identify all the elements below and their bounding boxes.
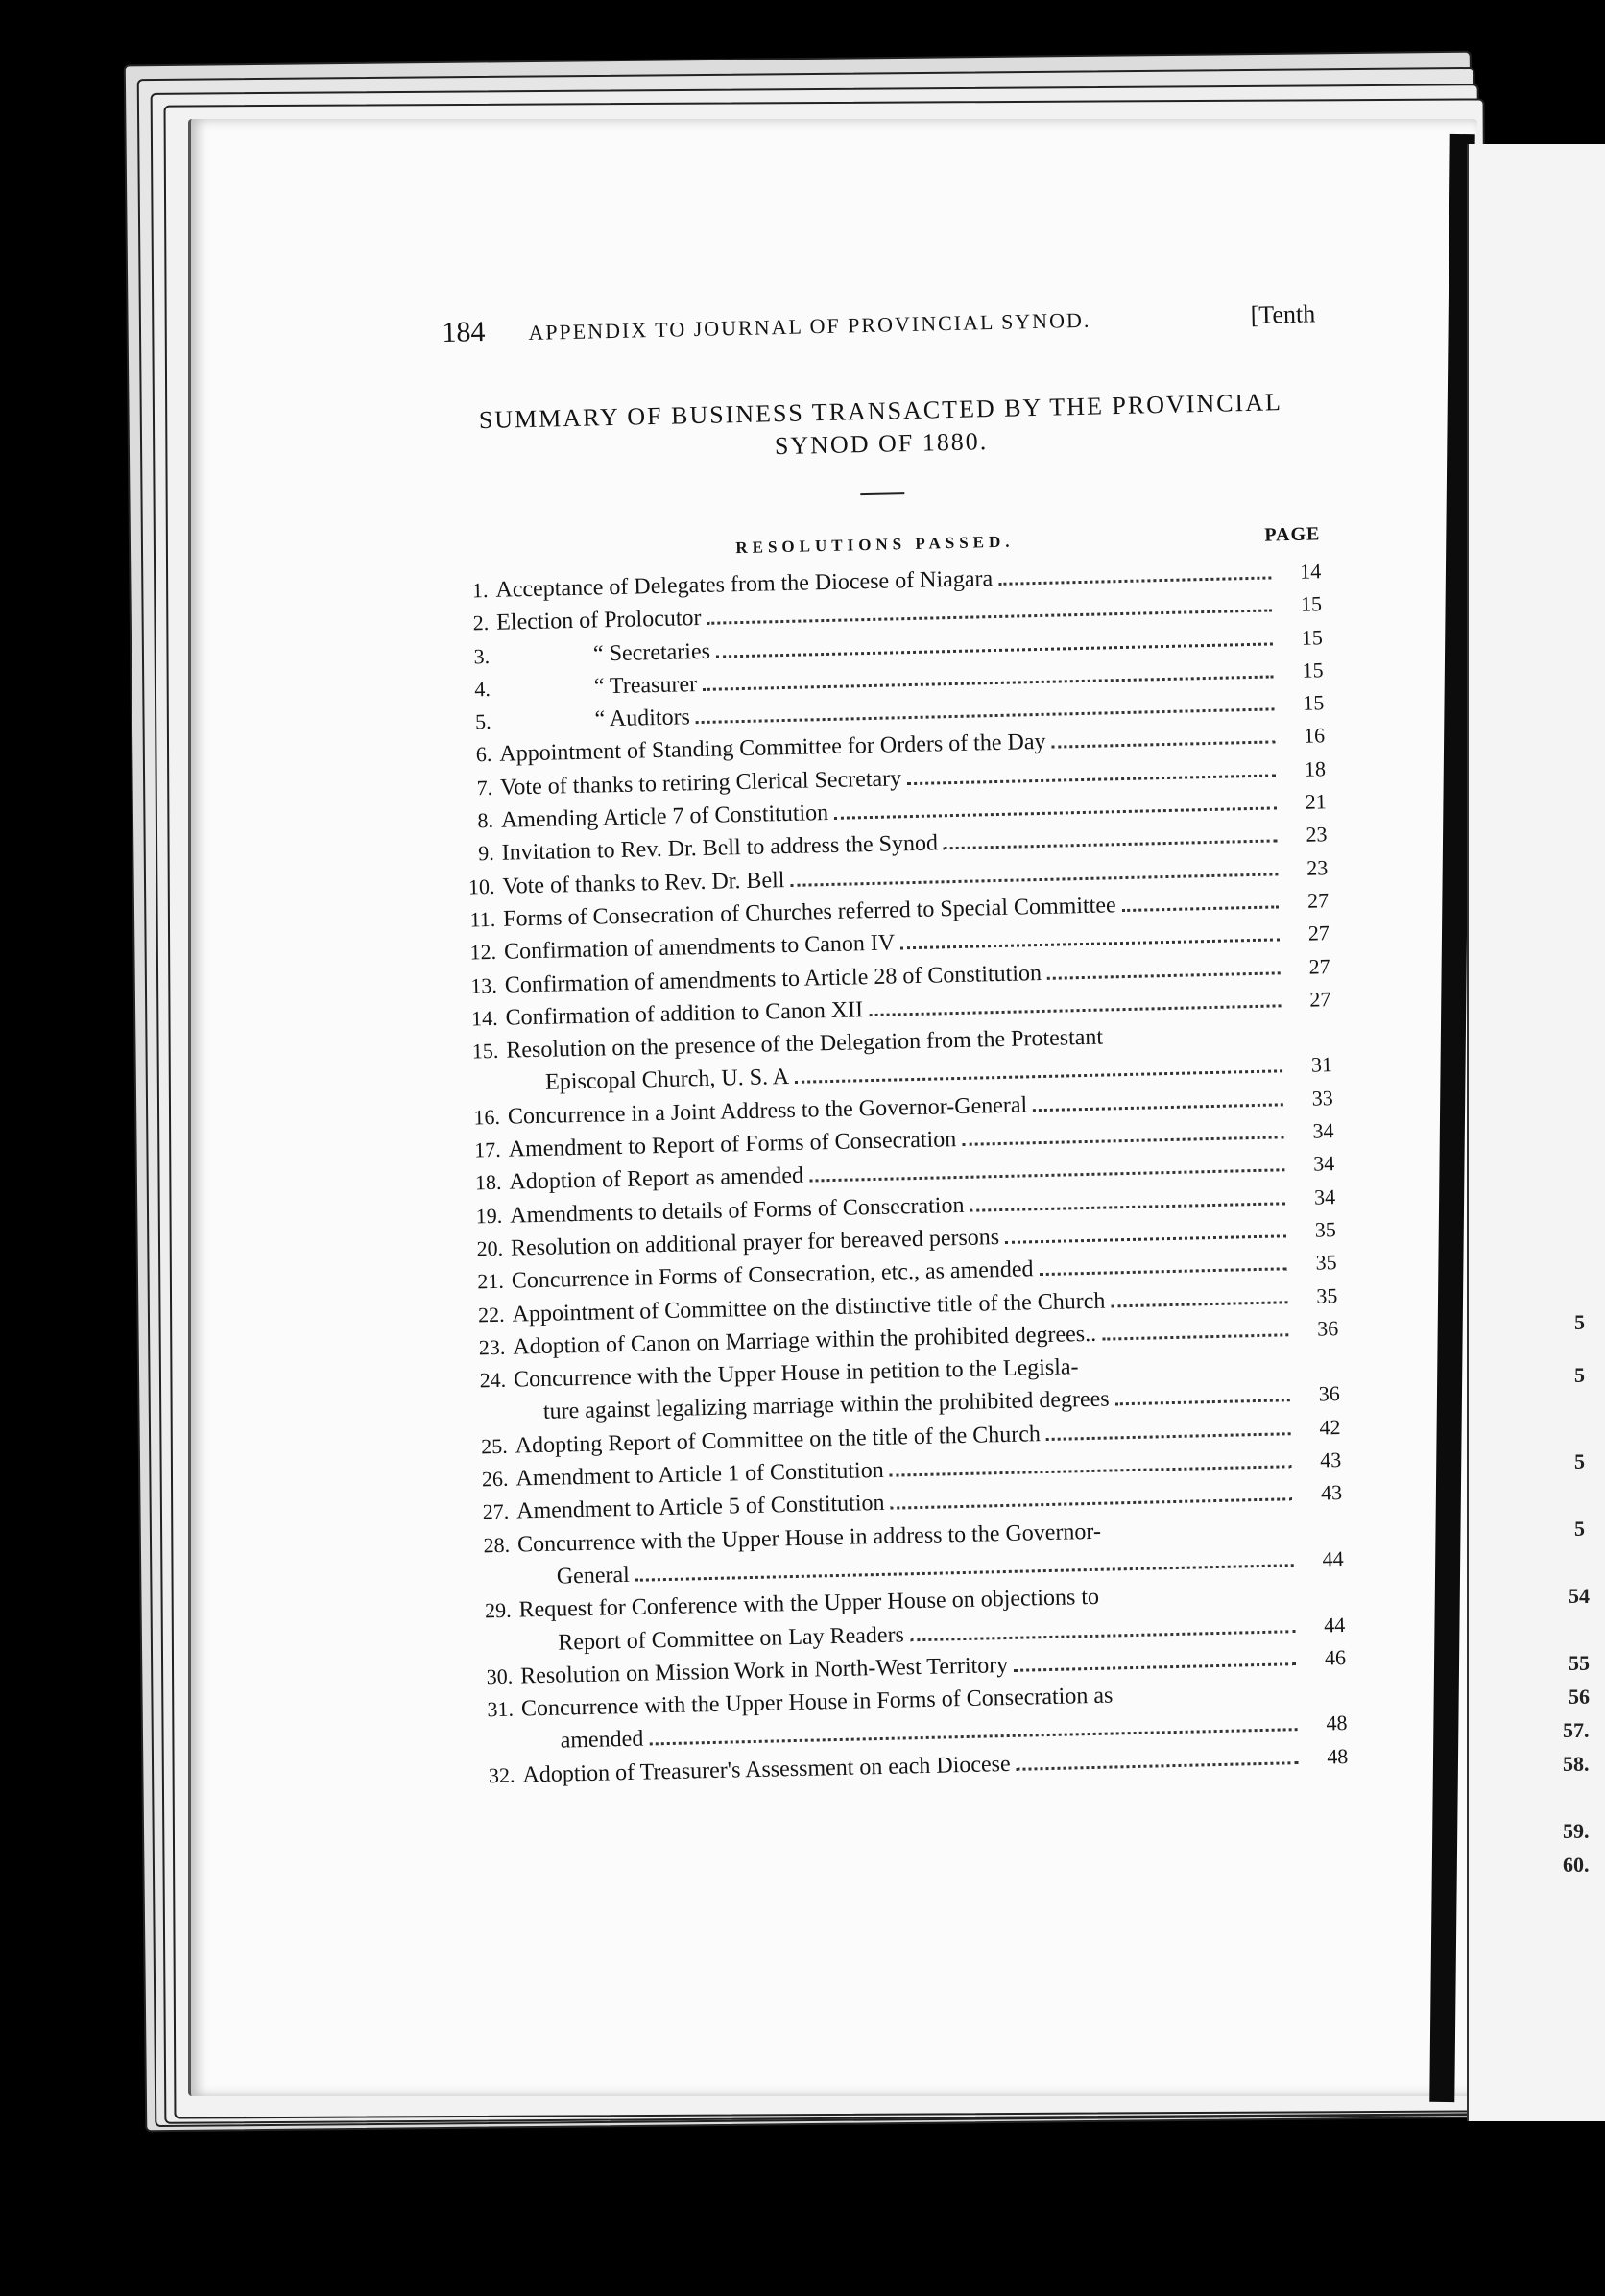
page-reference: 43 [1320, 1480, 1343, 1505]
resolution-text: Confirmation of amendments to Article 28 of Constitution [504, 960, 1042, 998]
dot-leader [1046, 1432, 1291, 1441]
running-head-right: [Tenth [1250, 299, 1316, 329]
page-reference [1295, 1368, 1339, 1369]
facing-page-number: 55 [1569, 1651, 1590, 1675]
page-reference: 43 [1319, 1447, 1342, 1472]
resolution-number: 4. [474, 676, 491, 702]
dot-leader [900, 939, 1280, 950]
resolution-text: Amendments to details of Forms of Consecration [509, 1192, 965, 1229]
dot-leader [834, 806, 1277, 819]
page-reference: 36 [1316, 1315, 1339, 1341]
resolution-number: 3. [473, 643, 491, 668]
resolution-number: 24. [479, 1367, 507, 1393]
dot-leader [907, 774, 1276, 785]
page-reference: 27 [1306, 888, 1330, 913]
resolution-text: Concurrence in Forms of Consecration, etc., as amended [511, 1256, 1034, 1294]
resolution-text: Amending Article 7 of Constitution [500, 801, 829, 833]
dot-leader [890, 1465, 1292, 1476]
resolution-text: amended [560, 1727, 644, 1754]
resolution-number: 19. [475, 1203, 503, 1229]
resolution-number: 23. [478, 1334, 506, 1360]
resolution-number [474, 1749, 522, 1750]
dot-leader [795, 1070, 1282, 1085]
page-reference: 35 [1314, 1217, 1337, 1242]
dot-leader [1040, 1268, 1287, 1277]
resolution-number: 17. [473, 1136, 501, 1162]
page-reference: 36 [1318, 1381, 1340, 1406]
page-reference: 23 [1306, 854, 1329, 880]
resolution-text: Amendment to Article 5 of Constitution [515, 1491, 885, 1524]
page-reference [1287, 1039, 1331, 1040]
dot-leader [891, 1498, 1293, 1510]
resolution-text: “ Treasurer [593, 671, 698, 700]
resolution-text: Concurrence in a Joint Address to the Governor-General [507, 1092, 1028, 1130]
facing-page-number: 57. [1563, 1718, 1590, 1742]
resolution-text: “ Auditors [594, 705, 691, 732]
divider-rule [860, 492, 904, 495]
resolution-number: 29. [484, 1597, 512, 1623]
resolution-number: 28. [483, 1532, 511, 1557]
facing-page-number: 5 [1574, 1310, 1585, 1334]
page-reference: 27 [1309, 987, 1331, 1012]
resolution-text: Concurrence with the Upper House in Forms of Consecration as [520, 1683, 1114, 1722]
resolution-text: Adoption of Treasurer's Assessment on each Diocese [522, 1751, 1011, 1788]
resolution-text: Report of Committee on Lay Readers [558, 1621, 905, 1656]
page-reference: 16 [1303, 723, 1326, 749]
resolution-number [472, 1650, 520, 1651]
facing-page-number: 54 [1569, 1584, 1590, 1608]
resolution-number: 15. [471, 1039, 499, 1064]
resolution-number: 20. [476, 1235, 504, 1261]
resolution-text: Request for Conference with the Upper House on objections to [518, 1585, 1100, 1623]
page-column-heading: PAGE [1264, 523, 1321, 546]
resolution-text: Appointment of Committee on the distinctive title of the Church [512, 1288, 1106, 1327]
facing-page-number: 59. [1563, 1819, 1590, 1843]
resolution-text: Election of Prolocutor [495, 606, 702, 636]
running-head: APPENDIX TO JOURNAL OF PROVINCIAL SYNOD. [528, 307, 1091, 345]
resolution-number [470, 1584, 518, 1585]
dot-leader [998, 576, 1271, 585]
page-reference: 15 [1303, 690, 1325, 715]
title-line-2: SYNOD OF 1880. [774, 427, 989, 461]
dot-leader [910, 1630, 1295, 1641]
dot-leader [703, 675, 1274, 690]
resolution-number: 7. [476, 775, 493, 801]
page-reference: 23 [1306, 822, 1328, 848]
dot-leader [1115, 1399, 1290, 1406]
facing-page-number: 60. [1563, 1853, 1590, 1877]
resolution-number: 12. [469, 940, 497, 965]
page-reference: 44 [1322, 1545, 1344, 1571]
resolution-number: 2. [472, 610, 490, 635]
resolution-text: Adoption of Report as amended [509, 1163, 804, 1195]
page-reference: 27 [1308, 953, 1330, 979]
resolution-text: Concurrence with the Upper House in address to the Governor- [516, 1519, 1102, 1558]
resolution-number: 16. [473, 1104, 501, 1130]
page-reference: 31 [1310, 1052, 1333, 1078]
dot-leader [1111, 1301, 1287, 1307]
facing-page-number: 56 [1569, 1685, 1590, 1709]
resolution-text: Confirmation of amendments to Canon IV [503, 930, 896, 965]
dot-leader [944, 840, 1278, 850]
resolution-number: 25. [480, 1433, 508, 1459]
dot-leader [1102, 1333, 1288, 1340]
page-reference: 48 [1326, 1743, 1349, 1769]
facing-page-number: 5 [1574, 1449, 1585, 1473]
resolution-text: Acceptance of Delegates from the Diocese of Niagara [495, 566, 994, 603]
page-reference: 15 [1300, 591, 1323, 617]
dot-leader [1052, 741, 1276, 749]
page-reference: 33 [1311, 1085, 1333, 1111]
page-reference: 34 [1313, 1184, 1336, 1209]
page-reference: 14 [1299, 559, 1322, 584]
resolution-text: Appointment of Standing Committee for Orders of the Day [499, 729, 1046, 768]
page-reference [1301, 1598, 1345, 1599]
resolution-text: Concurrence with the Upper House in petition to the Legisla- [513, 1354, 1079, 1393]
section-heading: RESOLUTIONS PASSED. [735, 532, 1015, 558]
page-reference: 15 [1302, 658, 1324, 682]
dot-leader [1005, 1234, 1286, 1244]
resolution-number: 22. [477, 1302, 505, 1327]
page-reference: 35 [1316, 1282, 1338, 1308]
resolution-number: 30. [486, 1663, 514, 1689]
resolution-text: Resolution on Mission Work in North-West Territory [519, 1652, 1009, 1689]
resolution-text: Amendment to Report of Forms of Consecration [508, 1127, 957, 1162]
resolution-number: 31. [487, 1696, 515, 1722]
dot-leader [696, 708, 1275, 725]
dot-leader [962, 1136, 1283, 1146]
resolution-number [467, 1420, 515, 1421]
page-content [442, 297, 1349, 1792]
resolution-text: “ Secretaries [592, 638, 711, 667]
page-reference: 46 [1324, 1644, 1347, 1670]
resolution-text: Episcopal Church, U. S. A [544, 1064, 790, 1096]
dot-leader [1122, 905, 1280, 912]
resolution-text: Forms of Consecration of Churches referred to Special Committee [502, 893, 1116, 932]
dot-leader [1033, 1103, 1283, 1112]
resolution-text: Resolution on the presence of the Delegation from the Protestant [506, 1024, 1104, 1064]
page-reference: 34 [1312, 1151, 1335, 1176]
title-line-1: SUMMARY OF BUSINESS TRANSACTED BY THE PROVINCIAL [478, 388, 1283, 435]
resolution-number: 1. [471, 577, 489, 603]
page-reference: 48 [1326, 1710, 1348, 1735]
resolution-number: 18. [474, 1170, 502, 1195]
page-reference: 18 [1304, 756, 1327, 781]
dot-leader [1047, 971, 1281, 980]
resolution-number: 6. [475, 742, 492, 767]
resolution-number: 13. [470, 972, 498, 998]
resolution-text: Invitation to Rev. Dr. Bell to address the Synod [501, 830, 939, 867]
resolution-number: 21. [477, 1269, 505, 1294]
page-reference: 35 [1315, 1250, 1337, 1275]
facing-page-number: 5 [1574, 1363, 1585, 1387]
resolution-text: Adoption of Canon on Marriage within the prohibited degrees.. [513, 1321, 1097, 1360]
page-reference [1299, 1533, 1343, 1534]
resolution-number [459, 1090, 507, 1091]
dot-leader [970, 1202, 1285, 1211]
page-reference [1303, 1697, 1347, 1698]
page-title [443, 385, 1318, 470]
dot-leader [716, 642, 1273, 658]
dot-leader [790, 873, 1278, 887]
resolution-text: Confirmation of addition to Canon XII [505, 997, 864, 1031]
resolution-number: 10. [467, 873, 495, 899]
resolution-text: Resolution on additional prayer for bereaved persons [510, 1225, 1000, 1261]
resolution-text: ture against legalizing marriage within the prohibited degrees [542, 1386, 1110, 1425]
resolution-text: Amendment to Article 1 of Constitution [515, 1457, 884, 1492]
resolution-number: 9. [477, 841, 494, 866]
page-number: 184 [442, 315, 486, 348]
resolution-number: 27. [482, 1499, 510, 1524]
page-reference: 21 [1305, 789, 1327, 814]
resolutions-list [447, 555, 1349, 1792]
resolution-text: Adopting Report of Committee on the title of the Church [515, 1421, 1042, 1459]
resolution-text: General [556, 1562, 631, 1590]
resolution-text: Vote of thanks to retiring Clerical Secretary [499, 766, 902, 801]
dot-leader [1014, 1662, 1296, 1672]
resolution-number: 5. [474, 709, 491, 734]
resolution-text: Vote of thanks to Rev. Dr. Bell [502, 867, 785, 899]
dot-leader [1017, 1761, 1299, 1771]
dot-leader [809, 1169, 1284, 1183]
page-reference: 44 [1323, 1612, 1346, 1637]
resolution-number: 11. [469, 906, 496, 932]
page-reference: 15 [1301, 624, 1324, 650]
resolution-number: 14. [470, 1005, 498, 1031]
page-reference: 27 [1307, 921, 1330, 945]
resolution-number: 8. [477, 807, 494, 833]
page-reference: 42 [1319, 1414, 1341, 1440]
dot-leader [707, 610, 1273, 625]
dot-leader [869, 1004, 1281, 1016]
facing-page-number: 58. [1563, 1752, 1590, 1776]
resolution-number: 32. [488, 1762, 515, 1787]
facing-page-number: 5 [1574, 1517, 1585, 1541]
page-reference: 34 [1312, 1118, 1334, 1143]
resolution-number: 26. [481, 1466, 509, 1492]
